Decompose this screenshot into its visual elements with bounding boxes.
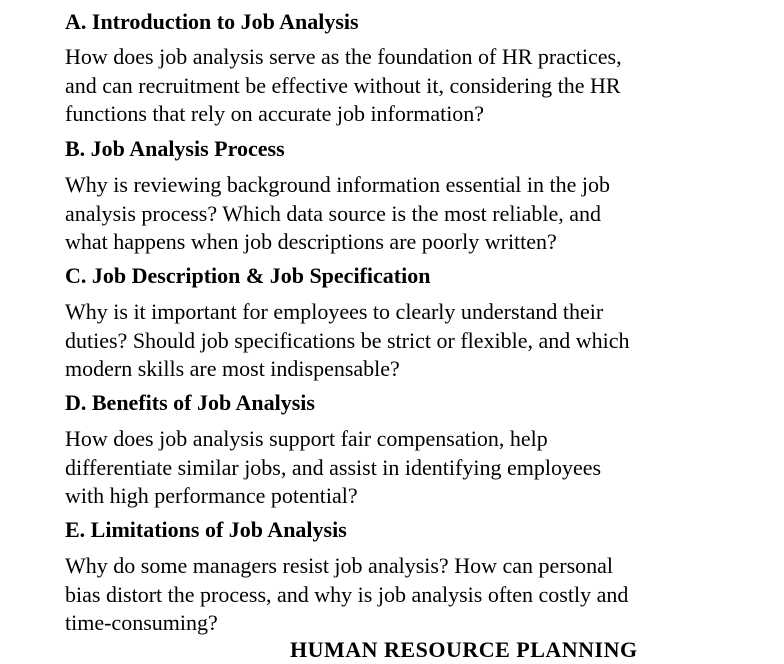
- section-heading-process: B. Job Analysis Process: [65, 136, 285, 161]
- body-line: analysis process? Which data source is the most reliable, and: [65, 200, 601, 226]
- cutoff-next-heading: HUMAN RESOURCE PLANNING: [290, 637, 638, 662]
- body-line: Why is it important for employees to clearly understand their: [65, 299, 604, 324]
- body-line: time-consuming?: [65, 610, 218, 635]
- section-heading-introduction: A. Introduction to Job Analysis: [65, 9, 359, 34]
- body-line: and can recruitment be effective without it, considering the HR: [65, 72, 621, 98]
- body-line: Why is reviewing background information essential in the job: [65, 172, 610, 197]
- section-body-limitations: [65, 552, 628, 638]
- section-body-introduction: [65, 43, 622, 129]
- body-line: with high performance potential?: [65, 483, 358, 508]
- section-heading-benefits: D. Benefits of Job Analysis: [65, 390, 315, 415]
- body-line: functions that rely on accurate job information?: [65, 101, 485, 126]
- section-heading-description-specification: C. Job Description & Job Specification: [65, 263, 431, 288]
- body-line: bias distort the process, and why is job analysis often costly and: [65, 581, 629, 607]
- body-line: modern skills are most indispensable?: [65, 356, 400, 381]
- body-line: what happens when job descriptions are poorly written?: [65, 229, 557, 254]
- body-line: duties? Should job specifications be strict or flexible, and which: [65, 327, 630, 353]
- section-body-process: [65, 171, 610, 257]
- section-body-benefits: [65, 425, 601, 511]
- section-heading-limitations: E. Limitations of Job Analysis: [65, 517, 347, 542]
- body-line: differentiate similar jobs, and assist in identifying employees: [65, 454, 602, 480]
- body-line: How does job analysis support fair compensation, help: [65, 426, 548, 451]
- section-body-description-specification: [65, 298, 630, 384]
- body-line: How does job analysis serve as the foundation of HR practices,: [65, 44, 622, 69]
- body-line: Why do some managers resist job analysis? How can personal: [65, 553, 614, 578]
